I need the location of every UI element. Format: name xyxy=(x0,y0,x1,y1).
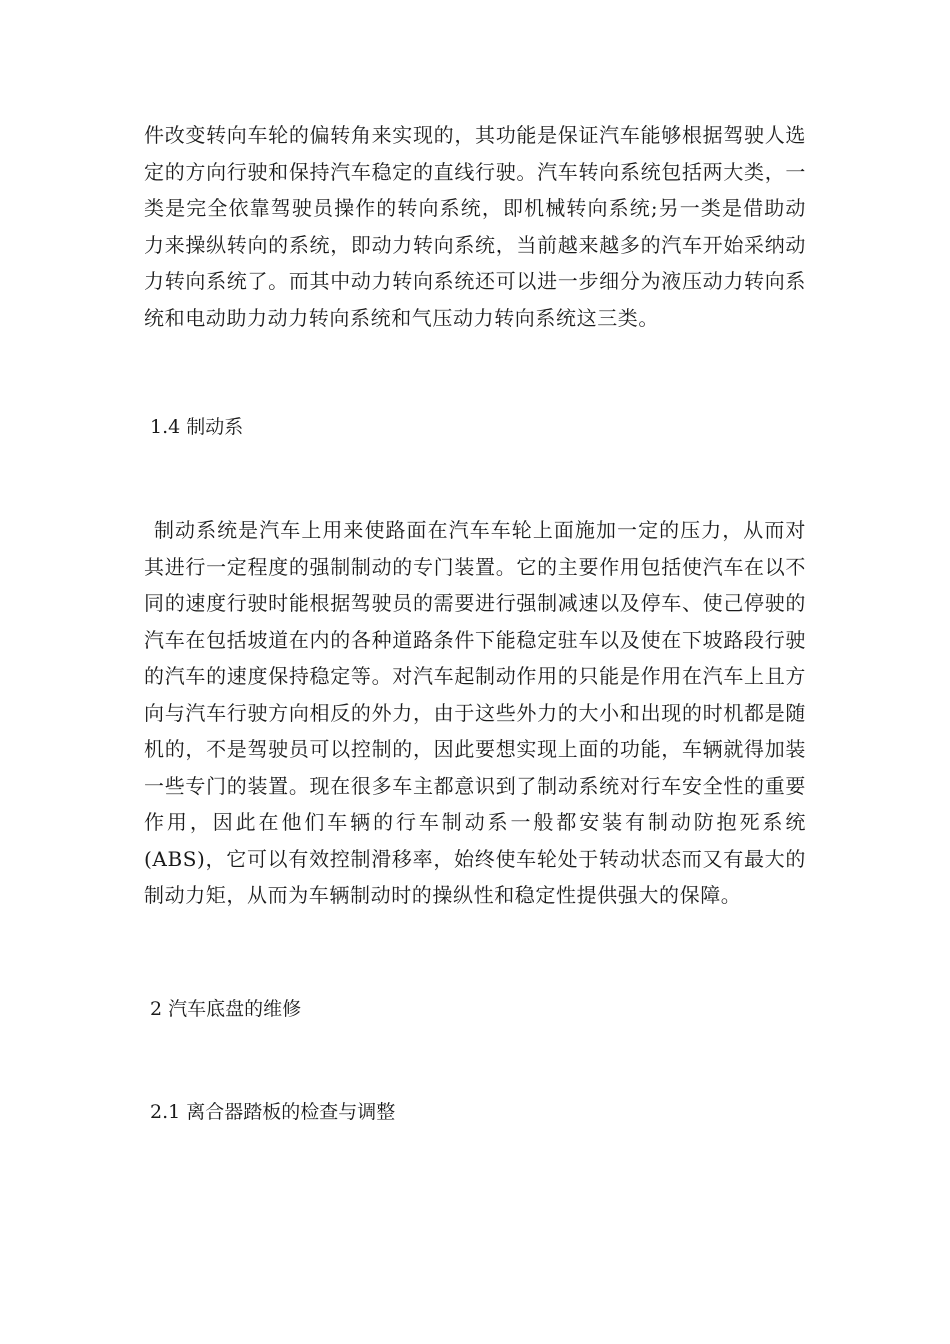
section-heading-2-1: 2.1 离合器踏板的检查与调整 xyxy=(144,1101,396,1123)
section-heading-2: 2 汽车底盘的维修 xyxy=(144,998,302,1020)
paragraph-steering-system: 件改变转向车轮的偏转角来实现的，其功能是保证汽车能够根据驾驶人选定的方向行驶和保持汽车稳定的直线行驶。汽车转向系统包括两大类，一类是完全依靠驾驶员操作的转向系统，即机械转向系统;另一类是借助动力来操纵转向的系统，即动力转向系统，当前越来越多的汽车开始采纳动力转向系统了。而其中动力转向系统还可以进一步细分为液压动力转向系统和电动助力动力转向系统和气压动力转向系统这三类。 xyxy=(144,123,806,330)
section-heading-1-4: 1.4 制动系 xyxy=(144,416,244,438)
paragraph-braking-system: 制动系统是汽车上用来使路面在汽车车轮上面施加一定的压力，从而对其进行一定程度的强制制动的专门装置。它的主要作用包括使汽车在以不同的速度行驶时能根据驾驶员的需要进行强制减速以及停车、使己停驶的汽车在包括坡道在内的各种道路条件下能稳定驻车以及使在下坡路段行驶的汽车的速度保持稳定等。对汽车起制动作用的只能是作用在汽车上且方向与汽车行驶方向相反的外力，由于这些外力的大小和出现的时机都是随机的，不是驾驶员可以控制的，因此要想实现上面的功能，车辆就得加装一些专门的装置。现在很多车主都意识到了制动系统对行车安全性的重要作用，因此在他们车辆的行车制动系一般都安装有制动防抱死系统(ABS)，它可以有效控制滑移率，始终使车轮处于转动状态而又有最大的制动力矩，从而为车辆制动时的操纵性和稳定性提供强大的保障。 xyxy=(144,518,806,907)
